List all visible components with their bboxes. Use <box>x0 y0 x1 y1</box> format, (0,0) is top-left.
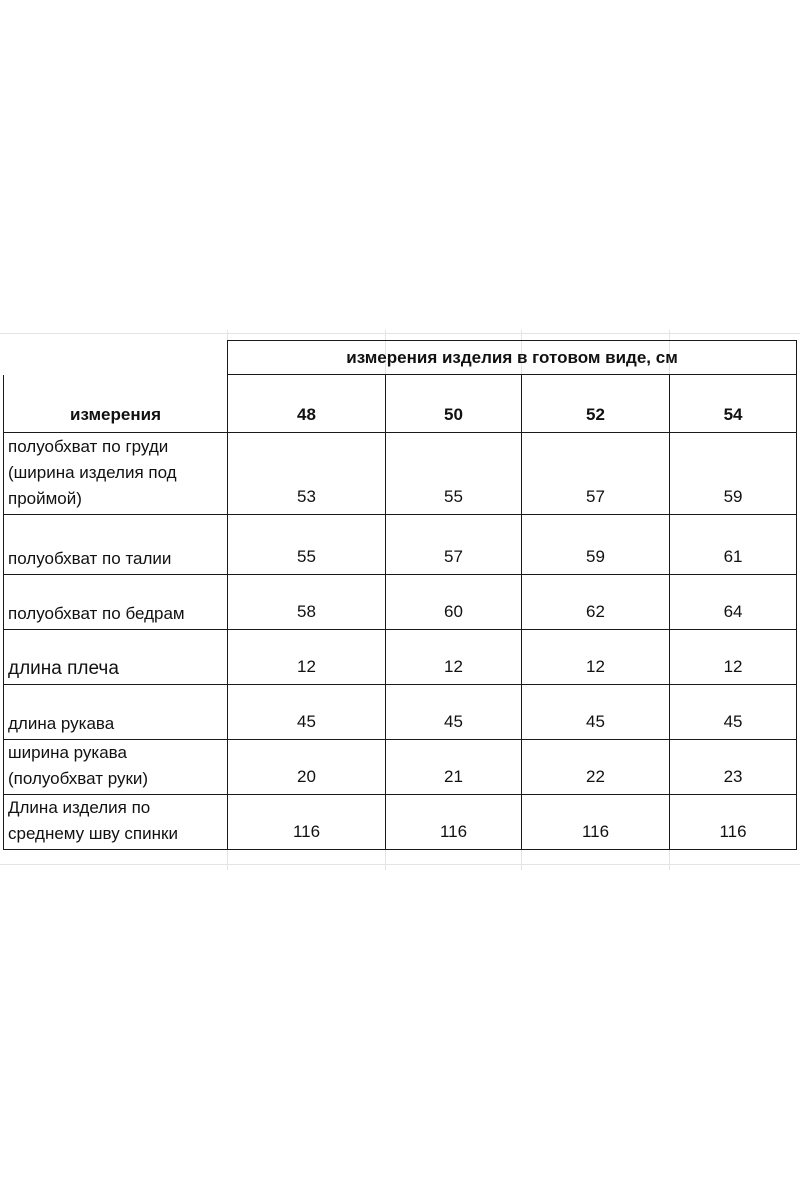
table-cell: 12 <box>670 630 797 685</box>
table-header-row <box>4 375 797 433</box>
table-cell: 57 <box>522 433 670 515</box>
table-header-row-top <box>4 341 797 375</box>
table-cell: 59 <box>670 433 797 515</box>
table-cell: 62 <box>522 575 670 630</box>
table-row <box>4 740 797 795</box>
table-cell: 58 <box>228 575 386 630</box>
row-label: ширина рукава (полуобхват руки) <box>4 740 228 795</box>
table-cell: 59 <box>522 515 670 575</box>
row-label: полуобхват по бедрам <box>4 575 228 630</box>
table-cell: 22 <box>522 740 670 795</box>
table-cell: 57 <box>386 515 522 575</box>
table-cell: 12 <box>228 630 386 685</box>
size-chart-table <box>3 340 797 850</box>
table-row <box>4 575 797 630</box>
group-header: измерения изделия в готовом виде, см <box>228 341 797 375</box>
table-cell: 55 <box>228 515 386 575</box>
size-header-48: 48 <box>228 375 386 433</box>
table-cell: 20 <box>228 740 386 795</box>
table-cell: 21 <box>386 740 522 795</box>
table-cell: 45 <box>522 685 670 740</box>
table-cell: 45 <box>228 685 386 740</box>
size-header-52: 52 <box>522 375 670 433</box>
table-cell: 64 <box>670 575 797 630</box>
row-label: Длина изделия по среднему шву спинки <box>4 795 228 850</box>
table-cell: 45 <box>670 685 797 740</box>
header-empty-cell <box>4 341 228 375</box>
table-cell: 53 <box>228 433 386 515</box>
table-row <box>4 515 797 575</box>
table-cell: 45 <box>386 685 522 740</box>
table-cell: 61 <box>670 515 797 575</box>
size-header-50: 50 <box>386 375 522 433</box>
label-header: измерения <box>4 375 228 433</box>
row-label: полуобхват по груди (ширина изделия под проймой) <box>4 433 228 515</box>
grid-line <box>0 333 800 334</box>
table-cell: 116 <box>522 795 670 850</box>
row-label: длина плеча <box>4 630 228 685</box>
table-row <box>4 795 797 850</box>
table-row <box>4 685 797 740</box>
row-label: длина рукава <box>4 685 228 740</box>
table-cell: 12 <box>522 630 670 685</box>
table-row <box>4 630 797 685</box>
size-header-54: 54 <box>670 375 797 433</box>
table-cell: 116 <box>228 795 386 850</box>
row-label: полуобхват по талии <box>4 515 228 575</box>
table-cell: 116 <box>670 795 797 850</box>
table-cell: 55 <box>386 433 522 515</box>
table-cell: 116 <box>386 795 522 850</box>
table-cell: 12 <box>386 630 522 685</box>
grid-line <box>0 864 800 865</box>
table-cell: 23 <box>670 740 797 795</box>
table-cell: 60 <box>386 575 522 630</box>
table-row <box>4 433 797 515</box>
